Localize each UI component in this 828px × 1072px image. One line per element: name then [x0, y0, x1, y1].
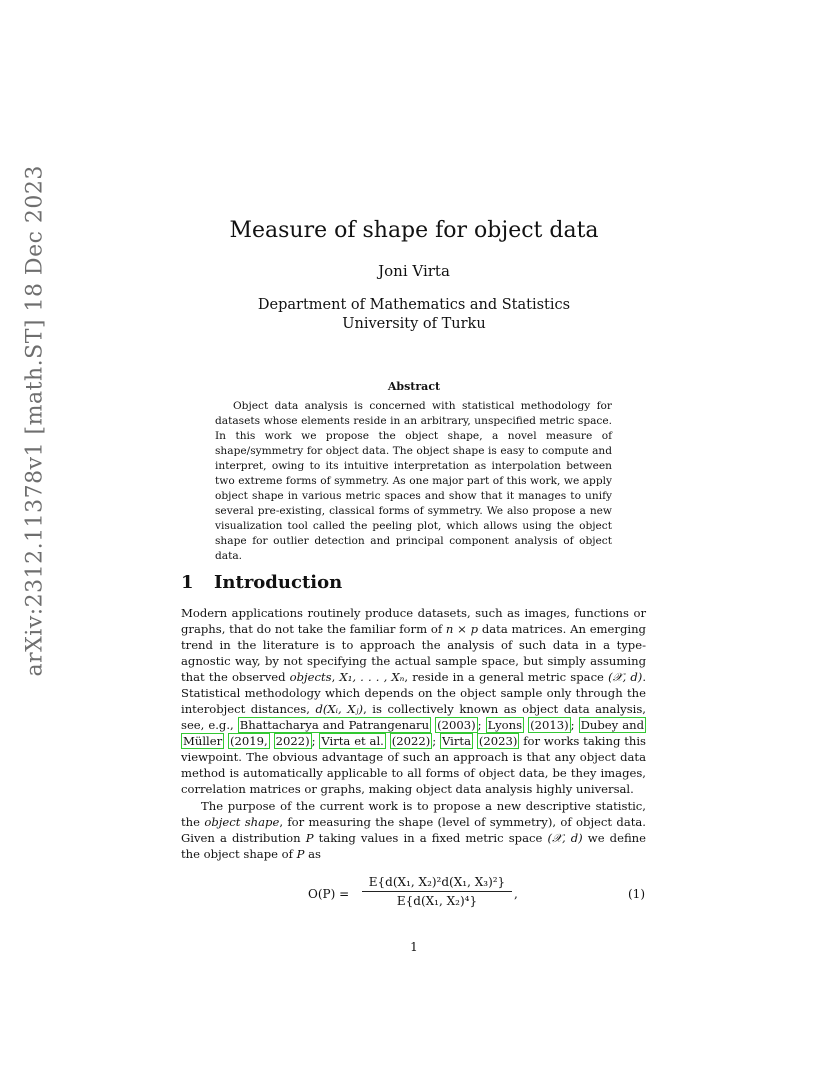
abstract-text: Object data analysis is concerned with statistical methodology for datasets whose elements reside in an arbitrary, unspecified metric space. In this work we propose the object shape, a novel measure of shape/symmetry for object data. The object shape is easy to compute and interpret, owing to its intuitive interpretation as interpolation between two extreme forms of symmetry. As one major part of this work, we apply object shape in various metric spaces and show that it manages to unify several pre-existing, classical forms of symmetry. We also propose a new visualization tool called the peeling plot, which allows using the object shape for outlier detection and principal component analysis of object data.: [215, 400, 612, 562]
citation-lyons-link[interactable]: Lyons: [487, 718, 523, 732]
citation-lyons-year-link[interactable]: (2013): [530, 718, 569, 732]
math-P-2: P: [296, 847, 305, 861]
citation-virta-etal-year-link[interactable]: (2022): [391, 734, 431, 748]
equation-fraction: [362, 875, 512, 908]
math-distance: d(Xᵢ, Xⱼ): [315, 702, 364, 716]
emph-object-shape: object shape: [204, 815, 280, 829]
math-sample: X₁, . . . , Xₙ: [339, 670, 405, 684]
equation-comma: ,: [514, 887, 518, 901]
citation-bhattacharya-link[interactable]: Bhattacharya and Patrangenaru: [239, 718, 430, 732]
author-name: Joni Virta: [378, 262, 450, 280]
citation-dubey-year-link[interactable]: (2019,: [230, 734, 268, 748]
math-P: P: [305, 831, 314, 845]
equation-denominator: E{d(X₁, X₂)⁴}: [396, 894, 478, 908]
math-metric-space-2: (𝒳, d): [547, 831, 583, 845]
equation-numerator: E{d(X₁, X₂)²d(X₁, X₃)²}: [362, 875, 512, 892]
citation-virta-etal-link[interactable]: Virta et al.: [321, 734, 384, 748]
citation-virta-link[interactable]: Virta: [442, 734, 472, 748]
equation-1: [0, 875, 828, 921]
math-n-times-p: n × p: [445, 622, 479, 636]
affiliation-department: Department of Mathematics and Statistics: [257, 297, 571, 313]
section-title: Introduction: [214, 572, 343, 593]
emph-objects: objects: [289, 670, 332, 684]
citation-bhattacharya-year-link[interactable]: (2003): [437, 718, 476, 732]
math-metric-space: (𝒳, d): [608, 670, 643, 684]
equation-lhs: O(P) =: [308, 887, 350, 901]
paper-title: Measure of shape for object data: [229, 218, 599, 243]
page-number: 1: [410, 940, 418, 954]
citation-dubey-link[interactable]: Dubey and Müller: [183, 718, 644, 748]
affiliation: [0, 296, 828, 334]
abstract-heading: Abstract: [387, 380, 441, 393]
section-number: 1: [181, 572, 194, 593]
intro-paragraph-1: Modern applications routinely produce datasets, such as images, functions or graphs, that do not take the familiar form of n × p data matrices. An emerging trend in the literature is to approach the analysis of such data in a type-agnostic way, by not specifying the actual sample space, but simply assuming that the observed objects, X₁, . . . , Xₙ, reside in a general metric space (𝒳, d). Statistical methodology which depends on the object sample only through the interobject distances, d(Xᵢ, Xⱼ), is collectively known as object data analysis, see, e.g., Bhattacharya and Patrangenaru (2003) ; Lyons (2013) ; Dubey and Müller (2019, 2022) ; Virta et al. (2022) ; Virta (2023) for works taking this viewpoint. The obvious advantage of such an approach is that any object data method is automatically applicable to all forms of object data, be they images, correlation matrices or graphs, making object data analysis highly universal.: [181, 606, 647, 796]
section-heading: [181, 572, 342, 593]
arxiv-identifier[interactable]: arXiv:2312.11378v1 [math.ST] 18 Dec 2023: [22, 165, 48, 677]
equation-label: (1): [628, 887, 645, 901]
intro-paragraph-2: The purpose of the current work is to propose a new descriptive statistic, the object shape, for measuring the shape (level of symmetry), of object data. Given a distribution P taking values in a fixed metric space (𝒳, d) we define the object shape of P as: [181, 799, 646, 861]
citation-virta-year-link[interactable]: (2023): [478, 734, 518, 748]
citation-dubey-year2-link[interactable]: 2022): [275, 734, 310, 748]
affiliation-university: University of Turku: [342, 316, 486, 332]
